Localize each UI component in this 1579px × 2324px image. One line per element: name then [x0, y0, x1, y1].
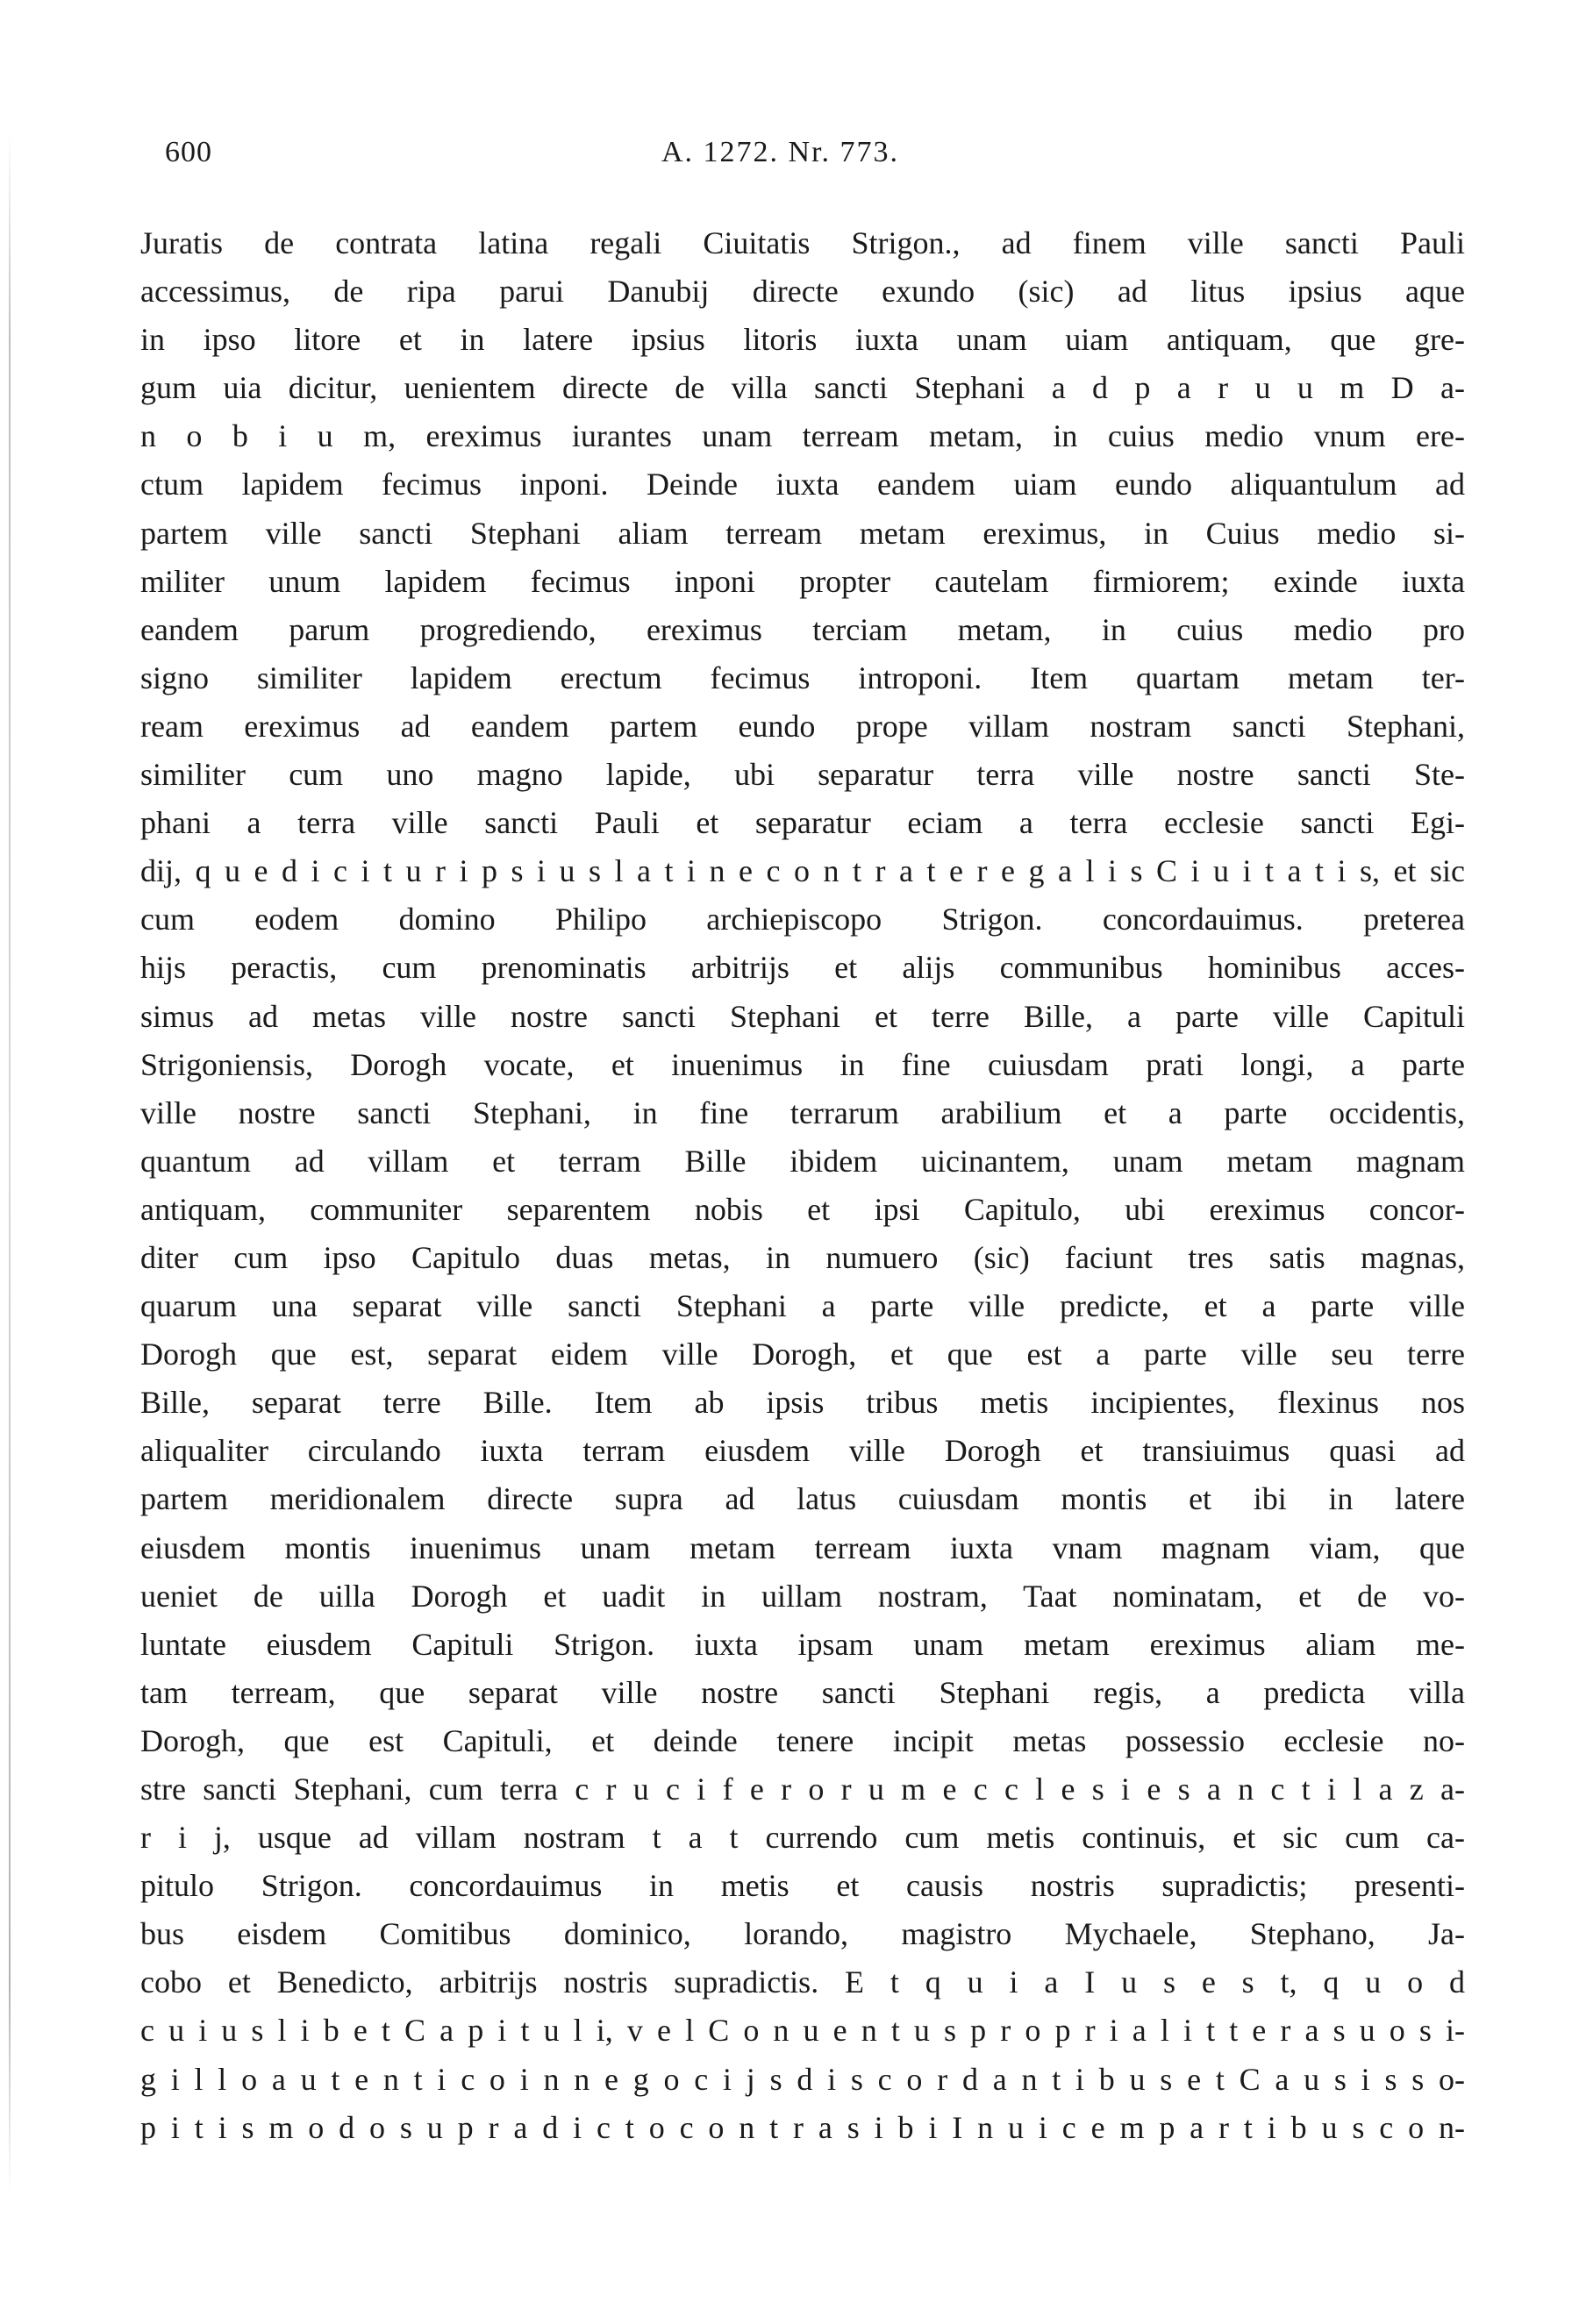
text-line: pitulo Strigon. concordauimus in metis et causis nostris supradictis; presenti-	[140, 1868, 1465, 1904]
text-line: Strigoniensis, Dorogh vocate, et inuenimus in fine cuiusdam prati longi, a parte	[140, 1046, 1465, 1082]
text-line: p i t i s m o d o s u p r a d i c t o c o n t r a s i b i I n u i c e m p a r t i b u s c o n-	[140, 2109, 1465, 2145]
text-line: Bille, separat terre Bille. Item ab ipsis tribus metis incipientes, flexinus nos	[140, 1385, 1465, 1421]
text-line: bus eisdem Comitibus dominico, lorando, magistro Mychaele, Stephano, Ja-	[140, 1916, 1465, 1952]
text-line: g i l l o a u t e n t i c o i n n e g o c i j s d i s c o r d a n t i b u s e t C a u s i s s o-	[140, 2061, 1465, 2097]
text-line: r i j, usque ad villam nostram t a t currendo cum metis continuis, et sic cum ca-	[140, 1820, 1465, 1856]
text-line: similiter cum uno magno lapide, ubi separatur terra ville nostre sancti Ste-	[140, 757, 1465, 793]
text-line: quantum ad villam et terram Bille ibidem uicinantem, unam metam magnam	[140, 1143, 1465, 1179]
text-line: phani a terra ville sancti Pauli et separatur eciam a terra ecclesie sancti Egi-	[140, 805, 1465, 841]
text-line: c u i u s l i b e t C a p i t u l i, v e l C o n u e n t u s p r o p r i a l i t t e r a s u o s i-	[140, 2013, 1465, 2049]
text-line: Dorogh que est, separat eidem ville Dorogh, et que est a parte ville seu terre	[140, 1337, 1465, 1372]
text-line: hijs peractis, cum prenominatis arbitrijs et alijs communibus hominibus acces-	[140, 950, 1465, 986]
text-line: ville nostre sancti Stephani, in fine terrarum arabilium et a parte occidentis,	[140, 1094, 1465, 1130]
text-line: n o b i u m, ereximus iurantes unam terream metam, in cuius medio vnum ere-	[140, 418, 1465, 454]
text-line: ream ereximus ad eandem partem eundo prope villam nostram sancti Stephani,	[140, 708, 1465, 744]
text-line: diter cum ipso Capitulo duas metas, in numuero (sic) faciunt tres satis magnas,	[140, 1239, 1465, 1275]
text-line: cobo et Benedicto, arbitrijs nostris supradictis. E t q u i a I u s e s t, q u o d	[140, 1964, 1465, 2000]
text-line: Juratis de contrata latina regali Ciuitatis Strigon., ad finem ville sancti Pauli	[140, 225, 1465, 260]
text-line: ctum lapidem fecimus inponi. Deinde iuxta eandem uiam eundo aliquantulum ad	[140, 467, 1465, 503]
text-line: partem meridionalem directe supra ad latus cuiusdam montis et ibi in latere	[140, 1481, 1465, 1517]
document-body	[140, 219, 1465, 2152]
page-number: 600	[165, 136, 212, 168]
page-header	[165, 136, 1463, 180]
text-line: dij, q u e d i c i t u r i p s i u s l a t i n e c o n t r a t e r e g a l i s C i u i t a t i s, et sic	[140, 853, 1465, 889]
scan-edge	[9, 132, 11, 2192]
text-line: in ipso litore et in latere ipsius litoris iuxta unam uiam antiquam, que gre-	[140, 322, 1465, 358]
text-line: ueniet de uilla Dorogh et uadit in uillam nostram, Taat nominatam, et de vo-	[140, 1578, 1465, 1614]
text-line: eiusdem montis inuenimus unam metam terream iuxta vnam magnam viam, que	[140, 1529, 1465, 1565]
text-line: partem ville sancti Stephani aliam terream metam ereximus, in Cuius medio si-	[140, 515, 1465, 551]
running-head: A. 1272. Nr. 773.	[661, 136, 900, 168]
text-line: antiquam, communiter separentem nobis et ipsi Capitulo, ubi ereximus concor-	[140, 1191, 1465, 1227]
text-line: stre sancti Stephani, cum terra c r u c i f e r o r u m e c c l e s i e s a n c t i l a z a-	[140, 1772, 1465, 1807]
text-line: luntate eiusdem Capituli Strigon. iuxta ipsam unam metam ereximus aliam me-	[140, 1626, 1465, 1662]
text-line: eandem parum progrediendo, ereximus terciam metam, in cuius medio pro	[140, 611, 1465, 647]
text-line: quarum una separat ville sancti Stephani a parte ville predicte, et a parte ville	[140, 1288, 1465, 1324]
text-line: signo similiter lapidem erectum fecimus introponi. Item quartam metam ter-	[140, 659, 1465, 695]
text-line: cum eodem domino Philipo archiepiscopo Strigon. concordauimus. preterea	[140, 902, 1465, 937]
text-line: aliqualiter circulando iuxta terram eiusdem ville Dorogh et transiuimus quasi ad	[140, 1433, 1465, 1469]
text-line: Dorogh, que est Capituli, et deinde tenere incipit metas possessio ecclesie no-	[140, 1722, 1465, 1758]
text-line: tam terream, que separat ville nostre sancti Stephani regis, a predicta villa	[140, 1674, 1465, 1710]
text-line: gum uia dicitur, uenientem directe de villa sancti Stephani a d p a r u u m D a-	[140, 370, 1465, 406]
text-line: accessimus, de ripa parui Danubij directe exundo (sic) ad litus ipsius aque	[140, 274, 1465, 310]
text-line: militer unum lapidem fecimus inponi propter cautelam firmiorem; exinde iuxta	[140, 563, 1465, 599]
text-line: simus ad metas ville nostre sancti Stephani et terre Bille, a parte ville Capituli	[140, 998, 1465, 1034]
